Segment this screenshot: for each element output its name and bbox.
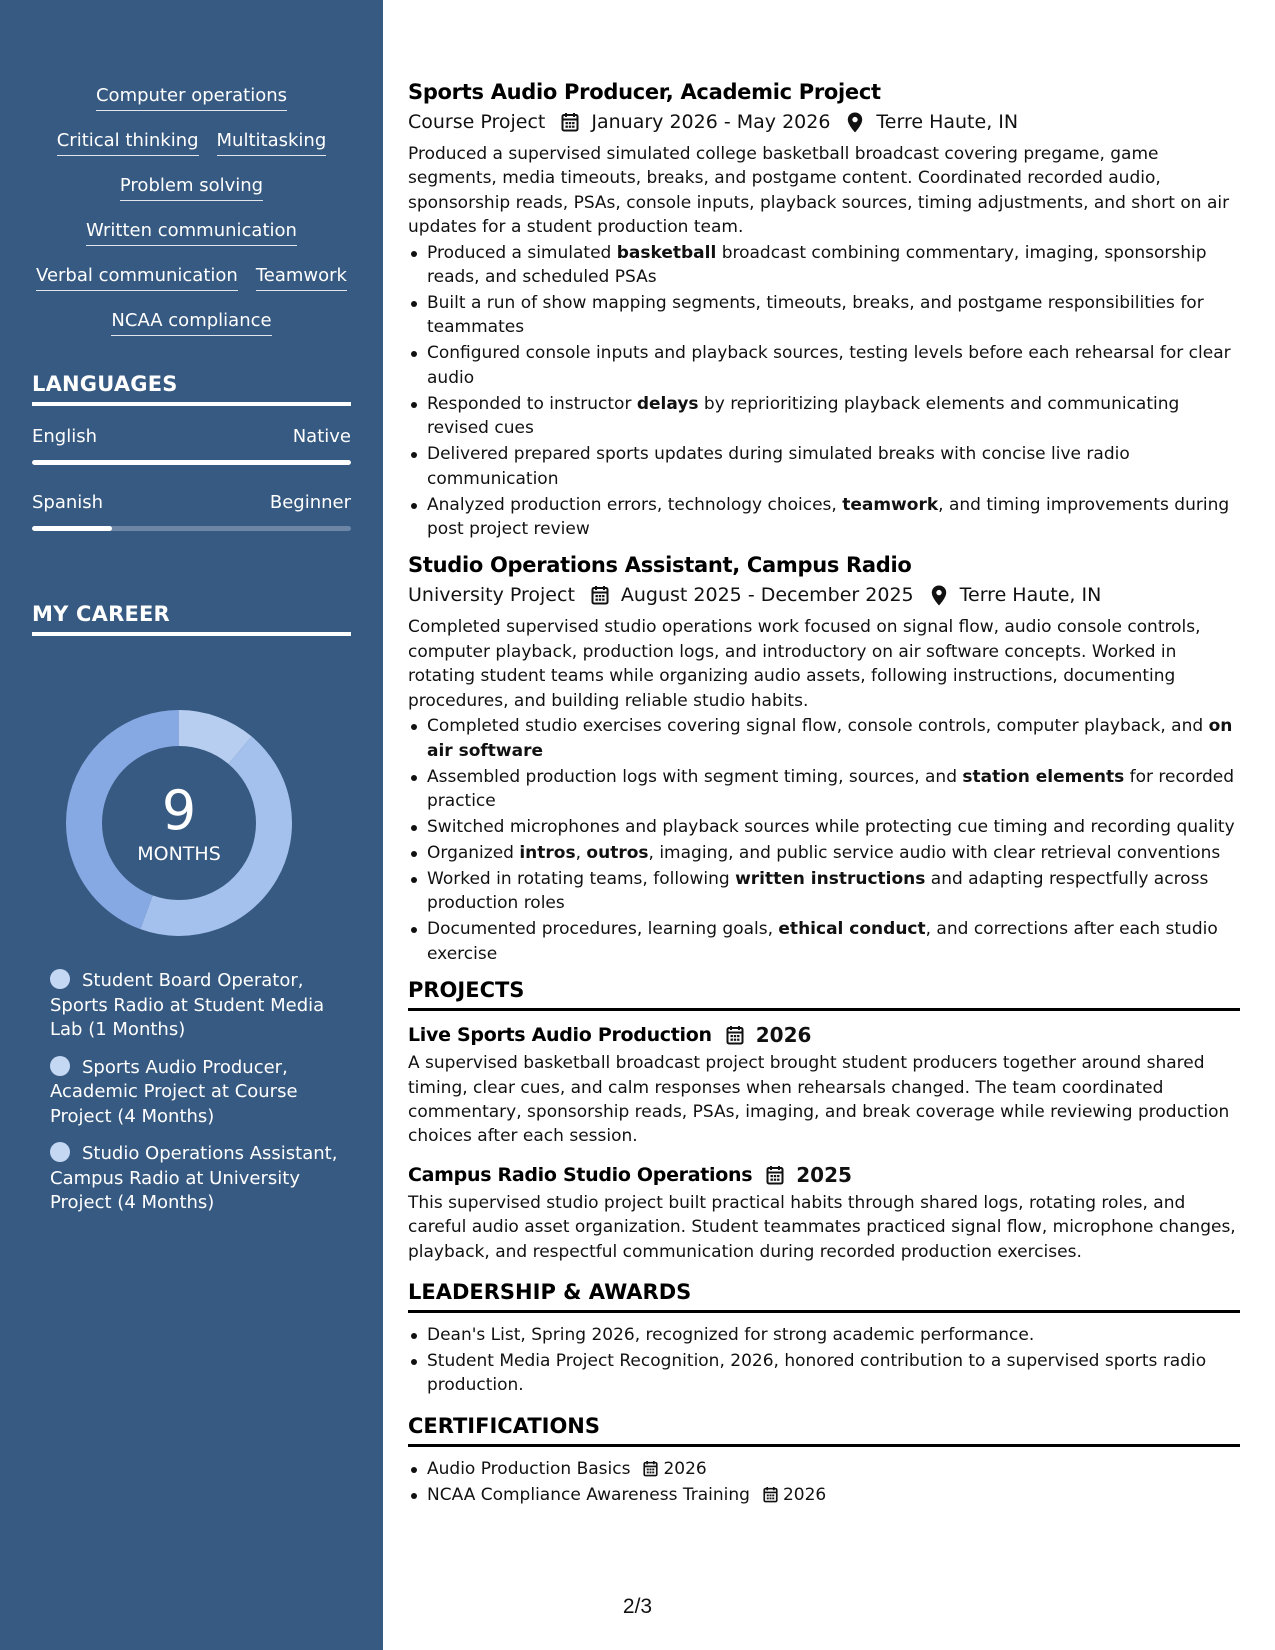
bullet-text: Analyzed production errors, technology choices, [427,494,843,515]
calendar-icon [642,1458,659,1480]
career-legend-dot [50,969,70,989]
sidebar [0,0,383,1650]
certification-name: NCAA Compliance Awareness Training [427,1484,750,1505]
leadership-item: Dean's List, Spring 2026, recognized for strong academic performance. [408,1323,1240,1347]
language-proficiency-fill [32,526,112,531]
donut-segment [179,728,240,750]
bullet-item [408,867,1240,916]
skill-row [0,84,383,129]
certification-item [408,1457,1240,1481]
bullet-text: by reprioritizing playback elements and communicating revised cues [427,393,1180,439]
skill-tag: Computer operations [96,84,287,111]
skill-tag: Written communication [86,219,297,246]
skill-tag: Teamwork [256,264,347,291]
bullet-text: , imaging, and public service audio with clear retrieval conventions [648,842,1221,863]
language-item [32,491,351,531]
bullet-text: for recorded practice [427,766,1234,811]
career-legend-dot [50,1056,70,1076]
language-level: Beginner [269,492,351,513]
experience-entry [408,551,1240,966]
career-item-text: Studio Operations Assistant, Campus Radio at University Project (4 Months) [50,1143,338,1213]
calendar-icon [590,584,610,606]
project-description: This supervised studio project built practical habits through shared logs, rotating roles, and careful audio asset organization. Student teammates practiced signal flow, microphone changes, playback, and respectful communication during recorded production exercises. [408,1192,1236,1262]
job-dates: January 2026 - May 2026 [591,111,831,133]
calendar-icon [765,1164,785,1186]
job-meta [408,581,1240,609]
certification-year: 2026 [663,1458,707,1479]
project-header [408,1161,1240,1189]
career-item [50,969,340,1043]
bullet-item [408,291,1240,340]
language-proficiency-bar [32,526,351,531]
bullet-text: Built a run of show mapping segments, timeouts, breaks, and postgame responsibilities for teammates [427,293,1204,338]
job-description: Completed supervised studio operations work focused on signal flow, audio console controls, computer playback, production logs, and introductory on air software concepts. Worked in rotating student teams while organizing audio assets, following instructions, documenting procedures, and building reliable studio habits. [408,617,1201,711]
bullet-text: Switched microphones and playback sources while protecting cue timing and recording quality [427,816,1235,837]
experience-entry [408,78,1240,541]
bullet-text: Documented procedures, learning goals, [427,919,779,940]
certifications-heading: CERTIFICATIONS [408,1412,1240,1447]
bullet-item [408,392,1240,441]
bullet-item [408,493,1240,542]
job-title: Studio Operations Assistant, Campus Radio [408,553,912,578]
bullet-text: , and corrections after each studio exercise [427,919,1218,964]
skill-row [0,174,383,219]
bold-keyword: ethical conduct [778,919,926,940]
job-description: Produced a supervised simulated college basketball broadcast covering pregame, game segments, media timeouts, breaks, and postgame content. Coordinated recorded audio, sponsorship reads, PSAs, console inputs, playback sources, timing adjustments, and short on air updates for a student production team. [408,144,1230,238]
skill-tag: Critical thinking [57,129,199,156]
language-row [32,491,351,515]
bullet-text: , [575,842,587,863]
bold-keyword: teamwork [842,494,939,515]
skill-row [0,219,383,264]
bold-keyword: intros [519,842,576,863]
project-title: Live Sports Audio Production [408,1024,712,1047]
project-year: 2026 [755,1023,812,1048]
bold-keyword: basketball [616,242,717,263]
project-description: A supervised basketball broadcast project brought student producers together around shared timing, clear cues, and calm responses when rehearsals changed. The team coordinated commentary, sponsorship reads, PSAs, imaging, and break coverage while reviewing production choices after each session. [408,1053,1230,1147]
project-year: 2025 [796,1162,852,1187]
language-name: English [32,426,97,447]
bold-keyword: outros [586,842,649,863]
certification-year: 2026 [782,1484,827,1505]
projects-heading: PROJECTS [408,976,1240,1011]
bullet-text: Responded to instructor [427,393,637,414]
career-item-text: Student Board Operator, Sports Radio at Student Media Lab (1 Months) [50,970,325,1040]
certification-name: Audio Production Basics [427,1458,631,1479]
bullet-item [408,917,1240,966]
location-pin-icon [845,111,865,133]
language-item [32,425,351,465]
job-location: Terre Haute, IN [959,584,1102,607]
career-item [50,1142,340,1216]
skill-row [0,264,383,309]
bullet-item [408,241,1240,290]
bullet-text: Completed studio exercises covering signal flow, console controls, computer playback, and [427,716,1209,737]
bold-keyword: station elements [962,766,1125,787]
job-bullets [408,714,1240,966]
job-organization: University Project [408,584,575,607]
calendar-icon [725,1024,745,1046]
skill-row [0,129,383,174]
skill-tag: Verbal communication [36,264,238,291]
career-legend-dot [50,1142,70,1162]
project-title: Campus Radio Studio Operations [408,1163,753,1186]
leadership-list [408,1323,1240,1398]
career-total-unit: MONTHS [137,843,221,865]
bullet-item [408,714,1240,763]
calendar-icon [560,111,580,133]
skill-tag: Multitasking [217,129,327,156]
job-bullets [408,241,1240,542]
calendar-icon [762,1484,779,1506]
career-item-text: Sports Audio Producer, Academic Project at Course Project (4 Months) [50,1056,298,1127]
job-meta [408,108,1240,136]
bullet-text: Delivered prepared sports updates during simulated breaks with concise live radio communication [427,444,1130,489]
bullet-text: Produced a simulated [427,242,617,263]
language-level: Native [292,426,351,447]
main-content [408,78,1240,1509]
bullet-item [408,442,1240,491]
page-number: 2/3 [622,1595,653,1618]
bullet-text: broadcast combining commentary, imaging, sponsorship reads, and scheduled PSAs [427,242,1207,288]
job-location: Terre Haute, IN [876,111,1019,133]
bullet-item [408,841,1240,865]
project-entry [408,1161,1240,1264]
job-title: Sports Audio Producer, Academic Project [408,80,881,104]
bullet-text: Worked in rotating teams, following [427,868,736,889]
bullet-text: and adapting respectfully across production roles [427,868,1209,914]
career-donut-chart [64,708,294,938]
language-name: Spanish [32,492,104,513]
bold-keyword: delays [636,393,699,414]
skill-row [0,309,383,354]
language-proficiency-bar [32,460,351,465]
bullet-text: Assembled production logs with segment timing, sources, and [427,766,963,787]
bold-keyword: on air software [427,716,1233,761]
leadership-heading: LEADERSHIP & AWARDS [408,1278,1240,1313]
career-total-value: 9 [161,779,197,842]
certifications-list [408,1457,1240,1507]
bullet-item [408,765,1240,814]
bold-keyword: written instructions [735,868,926,889]
project-entry [408,1021,1240,1149]
bullet-item [408,341,1240,390]
language-proficiency-fill [32,460,351,465]
bullet-item [408,815,1240,839]
job-organization: Course Project [408,111,546,133]
career-heading: MY CAREER [32,600,351,636]
leadership-item: Student Media Project Recognition, 2026, honored contribution to a supervised sports radio production. [408,1349,1240,1398]
location-pin-icon [929,584,949,606]
career-list [50,969,340,1229]
languages-heading: LANGUAGES [32,370,351,406]
bullet-text: Organized [427,842,520,863]
project-header [408,1021,1240,1049]
certification-item [408,1483,1240,1507]
skill-tag: Problem solving [120,174,263,201]
skill-tag: NCAA compliance [111,309,271,336]
bullet-text: , and timing improvements during post project review [427,494,1230,540]
skills-list [0,84,383,354]
bullet-text: Configured console inputs and playback sources, testing levels before each rehearsal for clear audio [427,343,1231,388]
language-row [32,425,351,449]
career-item [50,1056,340,1130]
job-dates: August 2025 - December 2025 [620,584,914,607]
